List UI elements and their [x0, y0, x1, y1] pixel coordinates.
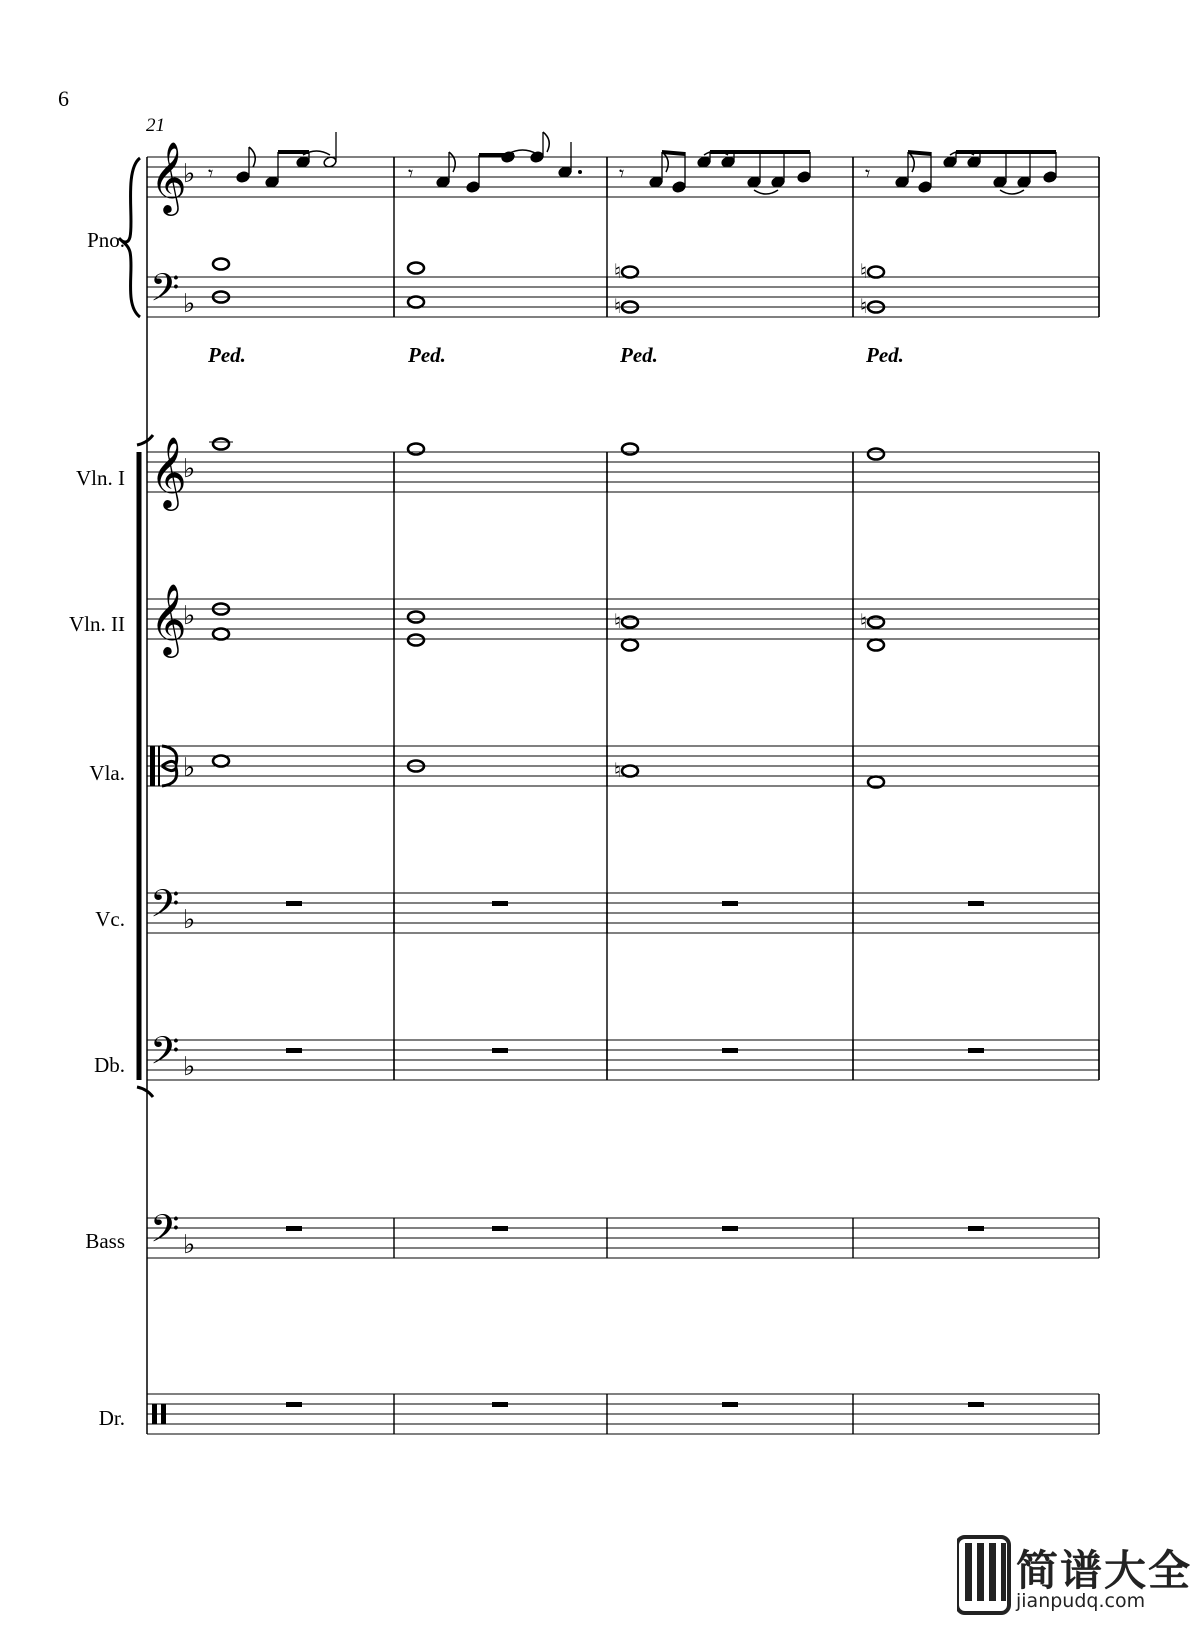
whole-rest: [492, 1226, 508, 1231]
whole-note: [408, 263, 424, 274]
instrument-label-double-bass: Db.: [94, 1053, 125, 1077]
whole-note: [213, 629, 229, 640]
whole-note: [868, 617, 884, 628]
whole-note: [408, 612, 424, 623]
treble-clef: 𝄞: [150, 140, 187, 213]
whole-rest: [968, 901, 984, 906]
flat-sign: ♭: [183, 454, 196, 484]
natural-sign: ♮: [614, 294, 622, 318]
eighth-rest: 𝄾: [619, 161, 625, 185]
whole-note: [622, 267, 638, 278]
whole-note: [622, 766, 638, 777]
bass-clef: 𝄢: [150, 881, 180, 935]
treble-clef: 𝄞: [150, 582, 187, 655]
whole-note: [213, 756, 229, 767]
instrument-label-viola: Vla.: [89, 761, 125, 785]
instrument-label-violin-2: Vln. II: [69, 612, 125, 636]
pedal-mark: Ped.: [620, 343, 658, 367]
notehead: [672, 181, 686, 194]
flat-sign: ♭: [183, 601, 196, 631]
notehead: [436, 176, 450, 189]
whole-rest: [722, 1048, 738, 1053]
natural-sign: ♮: [860, 259, 868, 283]
notehead: [771, 176, 785, 189]
flat-sign: ♭: [183, 753, 196, 783]
note-flag: [449, 152, 455, 172]
notehead: [296, 156, 310, 169]
pedal-mark: Ped.: [408, 343, 446, 367]
whole-note: [868, 449, 884, 460]
whole-rest: [722, 1402, 738, 1407]
pedal-mark: Ped.: [208, 343, 246, 367]
percussion-clef: [161, 1404, 166, 1424]
note-flag: [543, 132, 549, 152]
instrument-label-cello: Vc.: [95, 907, 125, 931]
whole-note: [868, 640, 884, 651]
notehead: [797, 171, 811, 184]
flat-sign: ♭: [183, 159, 196, 189]
instrument-label-violin-1: Vln. I: [76, 466, 125, 490]
pedal-mark: Ped.: [866, 343, 904, 367]
measure-number: 21: [146, 115, 165, 136]
whole-rest: [492, 1048, 508, 1053]
whole-note: [622, 617, 638, 628]
whole-rest: [286, 1226, 302, 1231]
page-number: 6: [58, 86, 69, 111]
notehead: [721, 156, 735, 169]
natural-sign: ♮: [614, 758, 622, 782]
instrument-label-bass: Bass: [85, 1229, 125, 1253]
natural-sign: ♮: [614, 259, 622, 283]
percussion-clef: [152, 1404, 157, 1424]
dot: [578, 170, 582, 174]
notehead: [530, 151, 544, 164]
whole-note: [213, 259, 229, 270]
alto-clef: [150, 746, 155, 786]
whole-rest: [492, 1402, 508, 1407]
whole-note: [408, 444, 424, 455]
whole-note: [408, 635, 424, 646]
whole-rest: [286, 901, 302, 906]
bass-clef: 𝄢: [150, 1028, 180, 1082]
whole-rest: [286, 1402, 302, 1407]
eighth-rest: 𝄾: [208, 161, 214, 185]
instrument-label-piano: Pno.: [87, 228, 125, 252]
notehead: [323, 156, 337, 169]
notehead: [236, 171, 250, 184]
notehead: [558, 166, 572, 179]
whole-rest: [286, 1048, 302, 1053]
notehead: [895, 176, 909, 189]
eighth-rest: 𝄾: [408, 161, 414, 185]
watermark-title: 简谱大全: [1016, 1546, 1193, 1595]
tie: [1000, 190, 1024, 194]
notehead: [943, 156, 957, 169]
whole-note: [622, 640, 638, 651]
natural-sign: ♮: [614, 609, 622, 633]
whole-rest: [722, 1226, 738, 1231]
bass-clef: 𝄢: [150, 265, 180, 319]
eighth-rest: 𝄾: [865, 161, 871, 185]
natural-sign: ♮: [860, 294, 868, 318]
whole-note: [213, 439, 229, 450]
whole-rest: [722, 901, 738, 906]
whole-note: [868, 267, 884, 278]
flat-sign: ♭: [183, 289, 196, 319]
note-flag: [908, 152, 914, 172]
watermark-url: jianpudq.com: [1016, 1590, 1146, 1612]
natural-sign: ♮: [860, 609, 868, 633]
whole-rest: [492, 901, 508, 906]
whole-rest: [968, 1402, 984, 1407]
notehead: [993, 176, 1007, 189]
whole-rest: [968, 1226, 984, 1231]
whole-rest: [968, 1048, 984, 1053]
notehead: [747, 176, 761, 189]
note-flag: [662, 152, 668, 172]
notehead: [1017, 176, 1031, 189]
instrument-label-drums: Dr.: [98, 1406, 125, 1430]
notehead: [466, 181, 480, 194]
flat-sign: ♭: [183, 1230, 196, 1260]
string-bracket: [137, 1087, 153, 1097]
notehead: [1043, 171, 1057, 184]
alto-clef: [158, 746, 160, 786]
bass-clef: 𝄢: [150, 1206, 180, 1260]
treble-clef: 𝄞: [150, 435, 187, 508]
flat-sign: ♭: [183, 1052, 196, 1082]
notehead: [918, 181, 932, 194]
notehead: [967, 156, 981, 169]
notehead: [697, 156, 711, 169]
notehead: [649, 176, 663, 189]
whole-note: [622, 444, 638, 455]
notehead: [265, 176, 279, 189]
whole-note: [408, 297, 424, 308]
tie: [754, 190, 778, 194]
flat-sign: ♭: [183, 905, 196, 935]
